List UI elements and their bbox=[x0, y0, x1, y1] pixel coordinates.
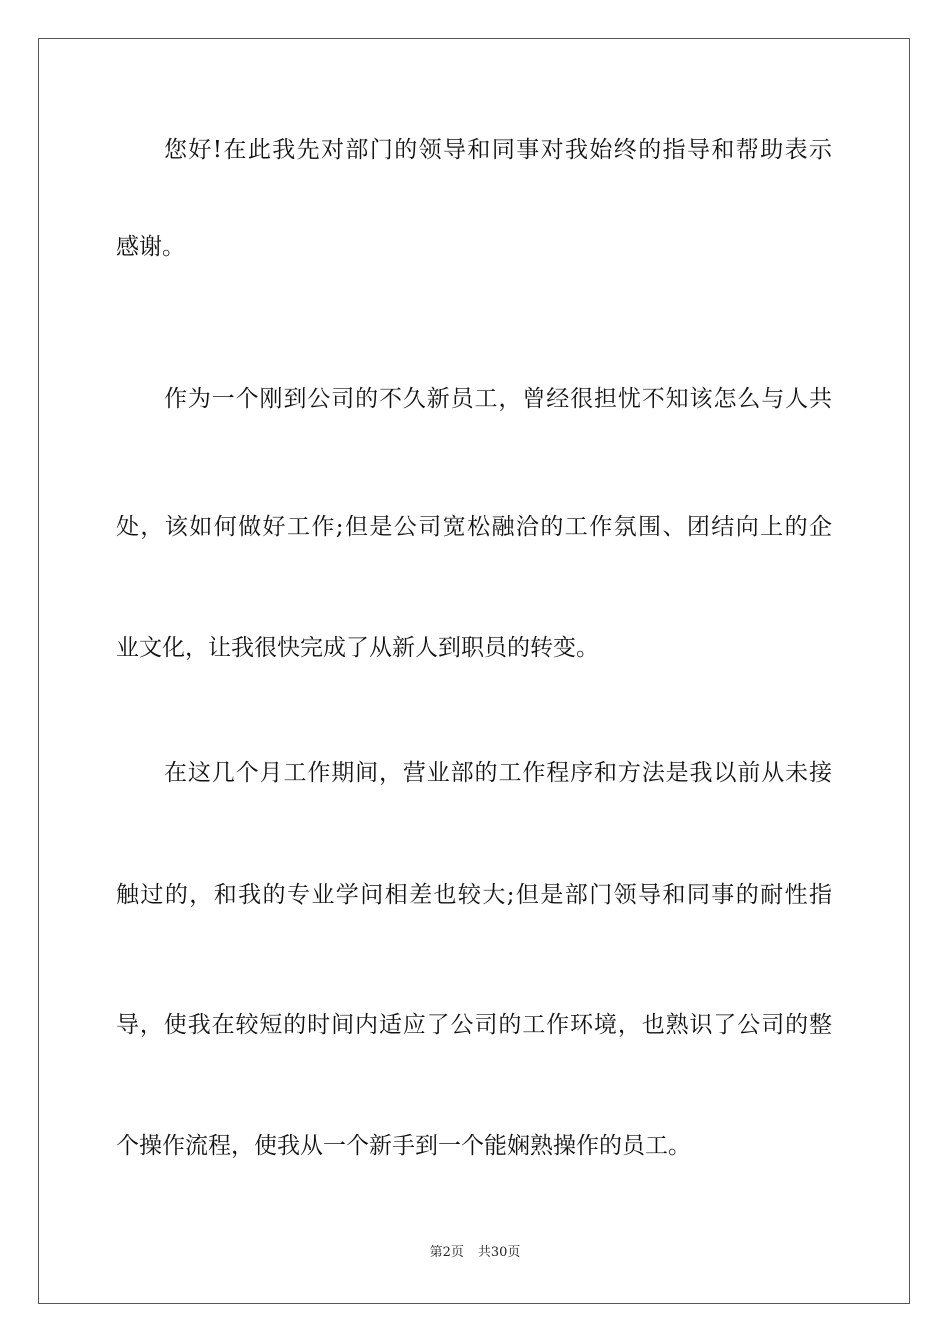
paragraph-1-line-1: 您好!在此我先对部门的领导和同事对我始终的指导和帮助表示 bbox=[164, 137, 832, 163]
page-footer bbox=[0, 1245, 950, 1261]
paragraph-3-line-1: 在这几个月工作期间，营业部的工作程序和方法是我以前从未接 bbox=[164, 760, 832, 786]
page-number: 第2页 bbox=[429, 1245, 464, 1260]
paragraph-3-line-3: 导，使我在较短的时间内适应了公司的工作环境，也熟识了公司的整 bbox=[116, 1012, 832, 1038]
paragraph-2-line-1: 作为一个刚到公司的不久新员工，曾经很担忧不知该怎么与人共 bbox=[164, 386, 832, 412]
page-frame bbox=[38, 38, 910, 1304]
page-total: 共30页 bbox=[477, 1245, 521, 1260]
paragraph-3-line-2: 触过的，和我的专业学问相差也较大;但是部门领导和同事的耐性指 bbox=[116, 882, 832, 908]
paragraph-1-line-2: 感谢。 bbox=[116, 234, 185, 260]
paragraph-2-line-3: 业文化，让我很快完成了从新人到职员的转变。 bbox=[116, 635, 599, 661]
paragraph-2-line-2: 处，该如何做好工作;但是公司宽松融洽的工作氛围、团结向上的企 bbox=[116, 514, 832, 540]
paragraph-3-line-4: 个操作流程，使我从一个新手到一个能娴熟操作的员工。 bbox=[116, 1133, 691, 1159]
